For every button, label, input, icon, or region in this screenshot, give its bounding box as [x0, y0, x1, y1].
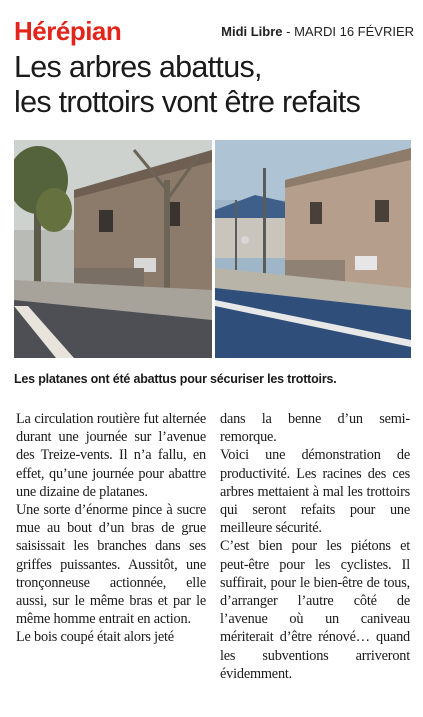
- newspaper-name: Midi Libre: [221, 24, 283, 39]
- headline-line-1: Les arbres abattus,: [14, 50, 262, 84]
- photo-pair: [14, 140, 411, 358]
- paragraph: dans la benne d’un semi-remorque.: [220, 411, 410, 446]
- photo-caption: Les platanes ont été abattus pour sécuriser les trottoirs.: [14, 372, 337, 386]
- article-header: [14, 14, 414, 44]
- publication-date: - MARDI 16 FÉVRIER: [282, 24, 414, 39]
- paragraph: Voici une démonstration de productivité. Les racines des ces arbres mettaient à mal les trottoirs qui seront refaits pour une meilleure sécurité.: [220, 447, 410, 537]
- photo-after: [215, 140, 411, 358]
- paragraph: Le bois coupé était alors jeté: [16, 629, 174, 646]
- photo-before: [14, 140, 212, 358]
- headline: [14, 50, 414, 120]
- paragraph: La circulation routière fut alternée durant une journée sur l’avenue des Treize-vents. Il n’a fallu, en effet, qu’une journée pour abattre une dizaine de platanes.: [16, 411, 206, 500]
- paragraph: C’est bien pour les piétons et peut-être pour les cyclistes. Il suffirait, pour le bien-être de tous, d’arranger l’autre côté de l’avenue où un caniveau mériterait d’être rénové… quand les subventions arriveront évidemment.: [220, 538, 410, 682]
- town-name: Hérépian: [14, 16, 122, 46]
- paragraph: Une sorte d’énorme pince à sucre mue au bout d’un bras de grue saisissait les branches dans ses griffes puissantes. Aussitôt, une tronçonneuse actionnée, elle aussi, sur le même bras et par le même homme entrait en action.: [16, 502, 206, 628]
- body-column-right: [220, 410, 410, 683]
- headline-line-2: les trottoirs vont être refaits: [14, 85, 361, 119]
- dateline: [221, 24, 414, 39]
- body-column-left: [16, 410, 206, 647]
